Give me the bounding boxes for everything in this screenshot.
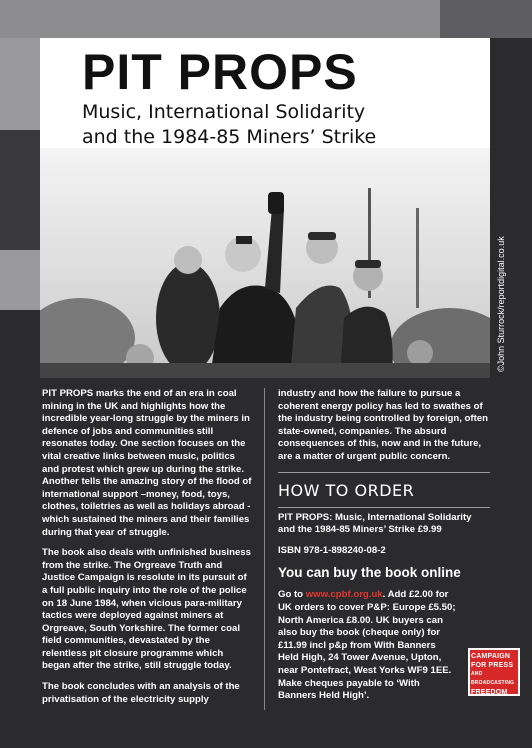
page-title: PIT PROPS [82,44,358,100]
background-slab-top-right [440,0,532,38]
subtitle-line: and the 1984-85 Miners’ Strike [82,126,377,148]
strike-photo [40,148,490,378]
section-divider [278,472,490,473]
paragraph: The book also deals with unfinished business from the strike. The Orgreave Truth and Justice Campaign is resolute in its pursuit of a full public inquiry into the role of the police on 18 June 1984, when vicious para-military tactics were deployed against miners at Orgreave, South Yorkshire. The former coal field communities, devastated by the relentless pit closure programme which began after the strike, still struggle today. [42,547,251,672]
paragraph: The book concludes with an analysis of the privatisation of the electricity supply [42,681,240,705]
column-divider [264,388,265,710]
strike-photo-image [40,148,490,378]
buy-online-heading: You can buy the book online [278,565,461,581]
page-subtitle [82,100,376,150]
subtitle-line: Music, International Solidarity [82,101,366,123]
right-column [278,388,490,711]
logo-line: FREEDOM [471,689,508,696]
order-suffix: . Add £2.00 for UK orders to cover P&P: Europe £5.50; North America £8.00. UK buyers can also buy the book (cheque only) for £11.99 incl p&p from With Banners Held High, 24 Tower Avenue, Upton, near Pontefract, West Yorks WF9 1EE. Make cheques payable to ‘With Banners Held High’. [278,589,456,702]
paragraph: PIT PROPS marks the end of an era in coal mining in the UK and highlights how the incredible year-long struggle by the miners in defence of jobs and communities still resonates today. One section focuses on the vital creative links between music, politics and protest which grew up during the strike. Another tells the amazing story of the flood of international support –money, food, toys, clothes, toiletries as well as holidays abroad - which sustained the miners and their families during that year of struggle. [42,388,252,538]
paragraph-continuation: industry and how the failure to pursue a coherent energy policy has led to swathes of the industry being controlled by foreign, often state-owned, companies. The absurd consequences of this, now and in the future, are a matter of urgent public concern. [278,388,488,462]
order-link[interactable]: www.cpbf.org.uk [305,589,383,601]
logo-line: CAMPAIGN [471,653,511,660]
order-prefix: Go to [278,589,306,601]
background-slab-left-dark [0,130,40,250]
cover-panel [40,38,490,378]
isbn: ISBN 978-1-898240-08-2 [278,544,386,556]
section-divider [278,507,490,508]
photo-credit: ©John Sturrock/reportdigital.co.uk [496,236,506,372]
logo-line: AND BROADCASTING [471,671,515,686]
how-to-order-heading: HOW TO ORDER [278,480,415,500]
order-instructions [278,589,458,702]
book-info: PIT PROPS: Music, International Solidarity and the 1984-85 Miners’ Strike £9.99 [278,511,472,536]
left-column [42,388,252,714]
cpbf-logo [468,648,520,696]
logo-line: FOR PRESS [471,662,514,669]
logo-text [471,652,515,696]
